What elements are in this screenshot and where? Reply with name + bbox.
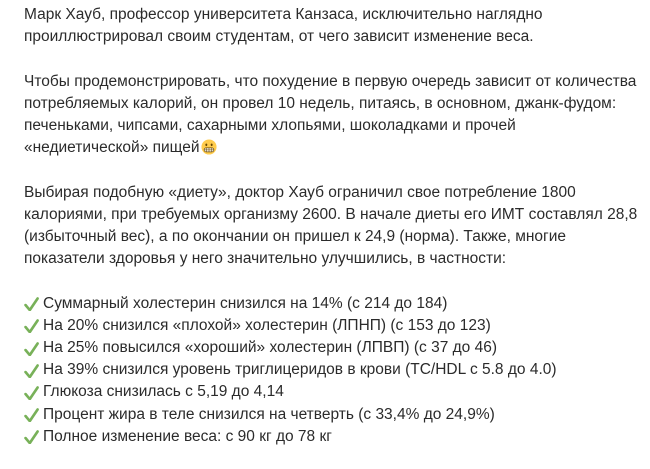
paragraph-intro: [24, 4, 639, 48]
list-item-text: Полное изменение веса: с 90 кг до 78 кг: [43, 427, 332, 445]
check-mark-icon: [24, 407, 39, 422]
post-body: [24, 4, 639, 448]
list-item: [24, 381, 639, 403]
list-item-text: На 20% снизился «плохой» холестерин (ЛПНП) (с 153 до 123): [43, 316, 491, 334]
list-item: [24, 293, 639, 315]
check-mark-icon: [24, 363, 39, 378]
paragraph-results-text: Выбирая подобную «диету», доктор Хауб ограничил свое потребление 1800 калориями, при требуемых организму 2600. В начале диеты его ИМТ составлял 28,8 (избыточный вес), а по окончании он пришел к 24,9 (норма). Также, многие показатели здоровья у него значительно улучшились, в частности:: [24, 183, 638, 268]
list-item-text: На 25% повысился «хороший» холестерин (ЛПВП) (с 37 до 46): [43, 338, 497, 356]
results-list: [24, 293, 639, 448]
list-item: [24, 337, 639, 359]
paragraph-experiment-text: Чтобы продемонстрировать, что похудение в первую очередь зависит от количества потребляемых калорий, он провел 10 недель, питаясь, в основном, джанк-фудом: печеньками, чипсами, сахарными хлопьями, шоколадками и прочей «недиетической» пищей: [24, 72, 637, 157]
grimacing-face-icon: [201, 139, 217, 155]
list-item-text: Глюкоза снизилась с 5,19 до 4,14: [43, 383, 284, 401]
paragraph-experiment: [24, 71, 639, 160]
list-item: [24, 359, 639, 381]
list-item: [24, 315, 639, 337]
list-item-text: Процент жира в теле снизился на четверть (с 33,4% до 24,9%): [43, 405, 495, 423]
check-mark-icon: [24, 318, 39, 333]
list-item: [24, 404, 639, 426]
paragraph-results: [24, 182, 639, 271]
list-item-text: На 39% снизился уровень триглицеридов в крови (TC/HDL с 5.8 до 4.0): [43, 361, 557, 379]
list-item-text: Суммарный холестерин снизился на 14% (с 214 до 184): [43, 294, 448, 312]
list-item: [24, 426, 639, 448]
check-mark-icon: [24, 341, 39, 356]
check-mark-icon: [24, 296, 39, 311]
check-mark-icon: [24, 429, 39, 444]
check-mark-icon: [24, 385, 39, 400]
paragraph-intro-text: Марк Хауб, профессор университета Канзаса, исключительно наглядно проиллюстрировал своим студентам, от чего зависит изменение веса.: [24, 6, 543, 46]
